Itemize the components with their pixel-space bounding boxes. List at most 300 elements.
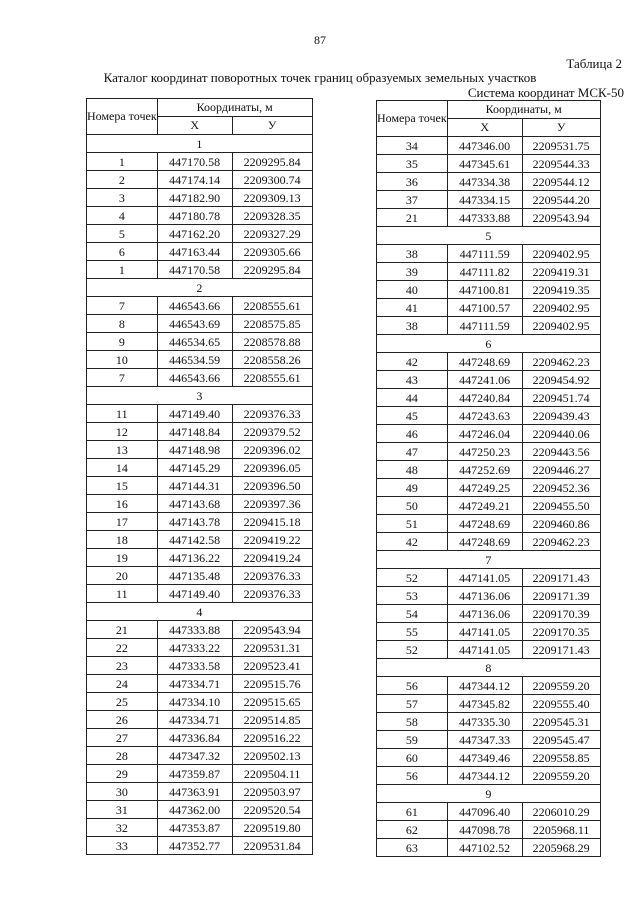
y-coordinate: 2209559.20 <box>522 677 600 695</box>
y-coordinate: 2209544.20 <box>522 191 600 209</box>
table-row <box>377 497 601 515</box>
x-coordinate: 447349.46 <box>447 749 522 767</box>
x-coordinate: 447145.29 <box>157 459 232 477</box>
point-number: 33 <box>87 837 158 855</box>
point-number: 8 <box>87 315 158 333</box>
x-coordinate: 447352.77 <box>157 837 232 855</box>
table-row <box>87 513 313 531</box>
section-row <box>377 335 601 353</box>
y-coordinate: 2209171.43 <box>522 569 600 587</box>
point-number: 49 <box>377 479 448 497</box>
x-coordinate: 447362.00 <box>157 801 232 819</box>
section-row <box>377 551 601 569</box>
point-number: 54 <box>377 605 448 623</box>
y-coordinate: 2209171.39 <box>522 587 600 605</box>
table-row <box>377 245 601 263</box>
table-row <box>87 315 313 333</box>
x-coordinate: 447334.38 <box>447 173 522 191</box>
y-coordinate: 2208555.61 <box>232 369 312 387</box>
table-row <box>87 297 313 315</box>
table-row <box>87 765 313 783</box>
point-number: 23 <box>87 657 158 675</box>
x-coordinate: 447252.69 <box>447 461 522 479</box>
y-coordinate: 2209516.22 <box>232 729 312 747</box>
y-coordinate: 2208555.61 <box>232 297 312 315</box>
y-header: У <box>232 117 312 135</box>
section-number: 9 <box>377 785 601 803</box>
y-coordinate: 2205968.29 <box>522 839 600 857</box>
table-body <box>377 137 601 857</box>
x-coordinate: 447334.71 <box>157 711 232 729</box>
point-number: 22 <box>87 639 158 657</box>
point-number: 47 <box>377 443 448 461</box>
table-row <box>87 423 313 441</box>
x-coordinate: 447344.12 <box>447 767 522 785</box>
point-number: 50 <box>377 497 448 515</box>
y-coordinate: 2208575.85 <box>232 315 312 333</box>
x-coordinate: 447359.87 <box>157 765 232 783</box>
table-row <box>87 333 313 351</box>
coordinates-table-left <box>86 98 313 855</box>
table-label: Таблица 2 <box>566 56 622 71</box>
x-coordinate: 447149.40 <box>157 405 232 423</box>
x-coordinate: 447100.81 <box>447 281 522 299</box>
y-coordinate: 2209531.75 <box>522 137 600 155</box>
y-coordinate: 2209419.35 <box>522 281 600 299</box>
table-row <box>377 533 601 551</box>
table-row <box>377 209 601 227</box>
table-row <box>377 461 601 479</box>
x-coordinate: 447243.63 <box>447 407 522 425</box>
x-coordinate: 446543.69 <box>157 315 232 333</box>
x-coordinate: 447111.59 <box>447 245 522 263</box>
table-row <box>87 621 313 639</box>
point-number: 34 <box>377 137 448 155</box>
point-number: 31 <box>87 801 158 819</box>
point-number: 52 <box>377 569 448 587</box>
point-number: 7 <box>87 297 158 315</box>
x-coordinate: 447334.71 <box>157 675 232 693</box>
table-row <box>87 243 313 261</box>
point-number: 42 <box>377 533 448 551</box>
point-number: 58 <box>377 713 448 731</box>
point-number: 15 <box>87 477 158 495</box>
y-coordinate: 2209462.23 <box>522 533 600 551</box>
point-number: 45 <box>377 407 448 425</box>
table-row <box>377 389 601 407</box>
point-number: 59 <box>377 731 448 749</box>
point-number: 24 <box>87 675 158 693</box>
x-coordinate: 447111.59 <box>447 317 522 335</box>
point-number: 16 <box>87 495 158 513</box>
table-row <box>377 767 601 785</box>
table-row <box>87 549 313 567</box>
y-coordinate: 2209523.41 <box>232 657 312 675</box>
table-row <box>87 675 313 693</box>
table-row <box>87 801 313 819</box>
y-coordinate: 2209295.84 <box>232 261 312 279</box>
point-number: 17 <box>87 513 158 531</box>
y-coordinate: 2209462.23 <box>522 353 600 371</box>
table-row <box>377 407 601 425</box>
coordinate-system-label: Система координат МСК-50 <box>467 85 624 100</box>
point-number: 20 <box>87 567 158 585</box>
y-coordinate: 2209396.02 <box>232 441 312 459</box>
x-coordinate: 447248.69 <box>447 515 522 533</box>
point-number: 2 <box>87 171 158 189</box>
y-coordinate: 2209503.97 <box>232 783 312 801</box>
point-number: 12 <box>87 423 158 441</box>
y-coordinate: 2209397.36 <box>232 495 312 513</box>
point-number: 26 <box>87 711 158 729</box>
x-coordinate: 447136.22 <box>157 549 232 567</box>
x-coordinate: 447141.05 <box>447 641 522 659</box>
coordinates-table-right <box>376 100 601 857</box>
table-row <box>377 821 601 839</box>
y-coordinate: 2209376.33 <box>232 567 312 585</box>
x-header: X <box>157 117 232 135</box>
point-number: 7 <box>87 369 158 387</box>
table-row <box>377 425 601 443</box>
y-coordinate: 2209402.95 <box>522 245 600 263</box>
y-coordinate: 2209520.54 <box>232 801 312 819</box>
x-coordinate: 447249.25 <box>447 479 522 497</box>
x-coordinate: 447334.15 <box>447 191 522 209</box>
point-number: 62 <box>377 821 448 839</box>
section-number: 1 <box>87 135 313 153</box>
point-number: 42 <box>377 353 448 371</box>
x-coordinate: 447102.52 <box>447 839 522 857</box>
point-number: 38 <box>377 317 448 335</box>
x-coordinate: 447143.68 <box>157 495 232 513</box>
y-coordinate: 2209396.05 <box>232 459 312 477</box>
x-coordinate: 447333.88 <box>157 621 232 639</box>
x-coordinate: 447141.05 <box>447 623 522 641</box>
x-coordinate: 447136.06 <box>447 587 522 605</box>
x-coordinate: 447180.78 <box>157 207 232 225</box>
table-row <box>377 155 601 173</box>
table-row <box>87 351 313 369</box>
y-coordinate: 2209504.11 <box>232 765 312 783</box>
y-coordinate: 2209455.50 <box>522 497 600 515</box>
x-coordinate: 447363.91 <box>157 783 232 801</box>
table-row <box>87 657 313 675</box>
table-row <box>377 713 601 731</box>
x-coordinate: 447142.58 <box>157 531 232 549</box>
x-coordinate: 447100.57 <box>447 299 522 317</box>
y-coordinate: 2209419.24 <box>232 549 312 567</box>
coordinates-header: Координаты, м <box>447 101 600 119</box>
table-row <box>87 405 313 423</box>
x-coordinate: 447333.22 <box>157 639 232 657</box>
x-coordinate: 447174.14 <box>157 171 232 189</box>
table-row <box>87 369 313 387</box>
x-coordinate: 447162.20 <box>157 225 232 243</box>
y-coordinate: 2209439.43 <box>522 407 600 425</box>
y-coordinate: 2209295.84 <box>232 153 312 171</box>
y-coordinate: 2209327.29 <box>232 225 312 243</box>
table-row <box>87 729 313 747</box>
point-number: 13 <box>87 441 158 459</box>
y-coordinate: 2209419.31 <box>522 263 600 281</box>
table-row <box>377 263 601 281</box>
x-coordinate: 447144.31 <box>157 477 232 495</box>
table-row <box>377 317 601 335</box>
table-row <box>377 731 601 749</box>
table-row <box>87 747 313 765</box>
point-number: 19 <box>87 549 158 567</box>
x-coordinate: 447136.06 <box>447 605 522 623</box>
y-coordinate: 2209415.18 <box>232 513 312 531</box>
x-coordinate: 447141.05 <box>447 569 522 587</box>
y-coordinate: 2209558.85 <box>522 749 600 767</box>
point-number: 41 <box>377 299 448 317</box>
table-row <box>377 299 601 317</box>
table-row <box>377 839 601 857</box>
section-number: 4 <box>87 603 313 621</box>
table-row <box>87 495 313 513</box>
point-number: 18 <box>87 531 158 549</box>
y-coordinate: 2209396.50 <box>232 477 312 495</box>
y-coordinate: 2209171.43 <box>522 641 600 659</box>
point-number: 61 <box>377 803 448 821</box>
table-row <box>377 353 601 371</box>
table-row <box>87 639 313 657</box>
table-row <box>87 225 313 243</box>
x-coordinate: 446534.65 <box>157 333 232 351</box>
table-row <box>87 693 313 711</box>
section-number: 7 <box>377 551 601 569</box>
x-coordinate: 447335.30 <box>447 713 522 731</box>
x-coordinate: 447250.23 <box>447 443 522 461</box>
section-number: 2 <box>87 279 313 297</box>
point-number: 5 <box>87 225 158 243</box>
y-coordinate: 2205968.11 <box>522 821 600 839</box>
x-coordinate: 447347.33 <box>447 731 522 749</box>
table-row <box>377 479 601 497</box>
point-number: 36 <box>377 173 448 191</box>
table-row <box>87 585 313 603</box>
section-row <box>377 227 601 245</box>
x-coordinate: 447170.58 <box>157 261 232 279</box>
y-coordinate: 2209544.12 <box>522 173 600 191</box>
table-row <box>377 695 601 713</box>
table-row <box>377 443 601 461</box>
x-coordinate: 447345.82 <box>447 695 522 713</box>
table-row <box>377 749 601 767</box>
y-coordinate: 2209443.56 <box>522 443 600 461</box>
y-coordinate: 2209440.06 <box>522 425 600 443</box>
section-number: 3 <box>87 387 313 405</box>
x-coordinate: 447333.58 <box>157 657 232 675</box>
x-coordinate: 447241.06 <box>447 371 522 389</box>
point-number: 21 <box>377 209 448 227</box>
section-number: 5 <box>377 227 601 245</box>
x-coordinate: 447148.84 <box>157 423 232 441</box>
point-number: 14 <box>87 459 158 477</box>
point-number: 43 <box>377 371 448 389</box>
x-coordinate: 447098.78 <box>447 821 522 839</box>
point-number: 21 <box>87 621 158 639</box>
point-number: 10 <box>87 351 158 369</box>
y-coordinate: 2209452.36 <box>522 479 600 497</box>
table-row <box>377 191 601 209</box>
y-coordinate: 2209544.33 <box>522 155 600 173</box>
section-row <box>87 387 313 405</box>
table-row <box>87 477 313 495</box>
table-row <box>87 531 313 549</box>
y-coordinate: 2209514.85 <box>232 711 312 729</box>
coordinates-header: Координаты, м <box>157 99 312 117</box>
x-coordinate: 446543.66 <box>157 297 232 315</box>
point-number: 3 <box>87 189 158 207</box>
point-number: 56 <box>377 677 448 695</box>
x-coordinate: 447246.04 <box>447 425 522 443</box>
x-coordinate: 447333.88 <box>447 209 522 227</box>
y-coordinate: 2209402.95 <box>522 299 600 317</box>
point-number: 35 <box>377 155 448 173</box>
page-number: 87 <box>314 33 326 47</box>
y-coordinate: 2209446.27 <box>522 461 600 479</box>
point-number: 48 <box>377 461 448 479</box>
point-number: 37 <box>377 191 448 209</box>
x-coordinate: 447334.10 <box>157 693 232 711</box>
table-row <box>87 171 313 189</box>
table-row <box>87 819 313 837</box>
x-coordinate: 447240.84 <box>447 389 522 407</box>
point-number: 28 <box>87 747 158 765</box>
y-coordinate: 2209519.80 <box>232 819 312 837</box>
point-number: 4 <box>87 207 158 225</box>
x-coordinate: 447170.58 <box>157 153 232 171</box>
table-row <box>377 623 601 641</box>
table-row <box>87 261 313 279</box>
point-number: 11 <box>87 405 158 423</box>
table-row <box>87 567 313 585</box>
y-coordinate: 2209515.76 <box>232 675 312 693</box>
y-coordinate: 2209305.66 <box>232 243 312 261</box>
x-coordinate: 446543.66 <box>157 369 232 387</box>
table-row <box>87 153 313 171</box>
y-coordinate: 2209543.94 <box>232 621 312 639</box>
y-coordinate: 2209515.65 <box>232 693 312 711</box>
point-number: 56 <box>377 767 448 785</box>
x-coordinate: 447347.32 <box>157 747 232 765</box>
table-header <box>87 99 313 135</box>
x-coordinate: 447148.98 <box>157 441 232 459</box>
section-row <box>377 659 601 677</box>
point-number: 6 <box>87 243 158 261</box>
x-coordinate: 447346.00 <box>447 137 522 155</box>
point-number: 25 <box>87 693 158 711</box>
point-number: 53 <box>377 587 448 605</box>
y-header: У <box>522 119 600 137</box>
point-number: 30 <box>87 783 158 801</box>
x-coordinate: 447096.40 <box>447 803 522 821</box>
point-number: 46 <box>377 425 448 443</box>
point-number: 11 <box>87 585 158 603</box>
point-number: 63 <box>377 839 448 857</box>
x-coordinate: 447248.69 <box>447 533 522 551</box>
x-coordinate: 447149.40 <box>157 585 232 603</box>
point-number: 9 <box>87 333 158 351</box>
y-coordinate: 2209531.31 <box>232 639 312 657</box>
table-row <box>87 837 313 855</box>
point-number: 27 <box>87 729 158 747</box>
point-number: 57 <box>377 695 448 713</box>
section-row <box>87 279 313 297</box>
point-number: 1 <box>87 153 158 171</box>
section-number: 6 <box>377 335 601 353</box>
point-number: 32 <box>87 819 158 837</box>
y-coordinate: 2208558.26 <box>232 351 312 369</box>
table-caption: Каталог координат поворотных точек границ образуемых земельных участков <box>103 70 537 85</box>
table-row <box>377 371 601 389</box>
x-header: X <box>447 119 522 137</box>
y-coordinate: 2209376.33 <box>232 405 312 423</box>
point-number: 52 <box>377 641 448 659</box>
x-coordinate: 447111.82 <box>447 263 522 281</box>
table-body <box>87 135 313 855</box>
x-coordinate: 447143.78 <box>157 513 232 531</box>
point-number: 60 <box>377 749 448 767</box>
point-number: 38 <box>377 245 448 263</box>
x-coordinate: 447249.21 <box>447 497 522 515</box>
y-coordinate: 2209531.84 <box>232 837 312 855</box>
x-coordinate: 447336.84 <box>157 729 232 747</box>
table-row <box>87 459 313 477</box>
y-coordinate: 2209376.33 <box>232 585 312 603</box>
table-row <box>377 677 601 695</box>
points-header: Номера точек <box>377 101 448 137</box>
x-coordinate: 447163.44 <box>157 243 232 261</box>
x-coordinate: 447135.48 <box>157 567 232 585</box>
point-number: 29 <box>87 765 158 783</box>
y-coordinate: 2209502.13 <box>232 747 312 765</box>
section-row <box>87 135 313 153</box>
x-coordinate: 447248.69 <box>447 353 522 371</box>
table-row <box>377 281 601 299</box>
section-number: 8 <box>377 659 601 677</box>
point-number: 40 <box>377 281 448 299</box>
point-number: 55 <box>377 623 448 641</box>
table-row <box>377 605 601 623</box>
point-number: 51 <box>377 515 448 533</box>
table-row <box>377 587 601 605</box>
x-coordinate: 447182.90 <box>157 189 232 207</box>
y-coordinate: 2209379.52 <box>232 423 312 441</box>
y-coordinate: 2208578.88 <box>232 333 312 351</box>
x-coordinate: 447345.61 <box>447 155 522 173</box>
table-row <box>377 641 601 659</box>
y-coordinate: 2209170.39 <box>522 605 600 623</box>
point-number: 44 <box>377 389 448 407</box>
x-coordinate: 447353.87 <box>157 819 232 837</box>
y-coordinate: 2209555.40 <box>522 695 600 713</box>
table-row <box>377 137 601 155</box>
y-coordinate: 2209328.35 <box>232 207 312 225</box>
y-coordinate: 2209451.74 <box>522 389 600 407</box>
y-coordinate: 2209559.20 <box>522 767 600 785</box>
y-coordinate: 2209309.13 <box>232 189 312 207</box>
table-row <box>87 207 313 225</box>
y-coordinate: 2209419.22 <box>232 531 312 549</box>
table-row <box>87 711 313 729</box>
y-coordinate: 2209402.95 <box>522 317 600 335</box>
table-row <box>87 189 313 207</box>
y-coordinate: 2209545.31 <box>522 713 600 731</box>
y-coordinate: 2209454.92 <box>522 371 600 389</box>
